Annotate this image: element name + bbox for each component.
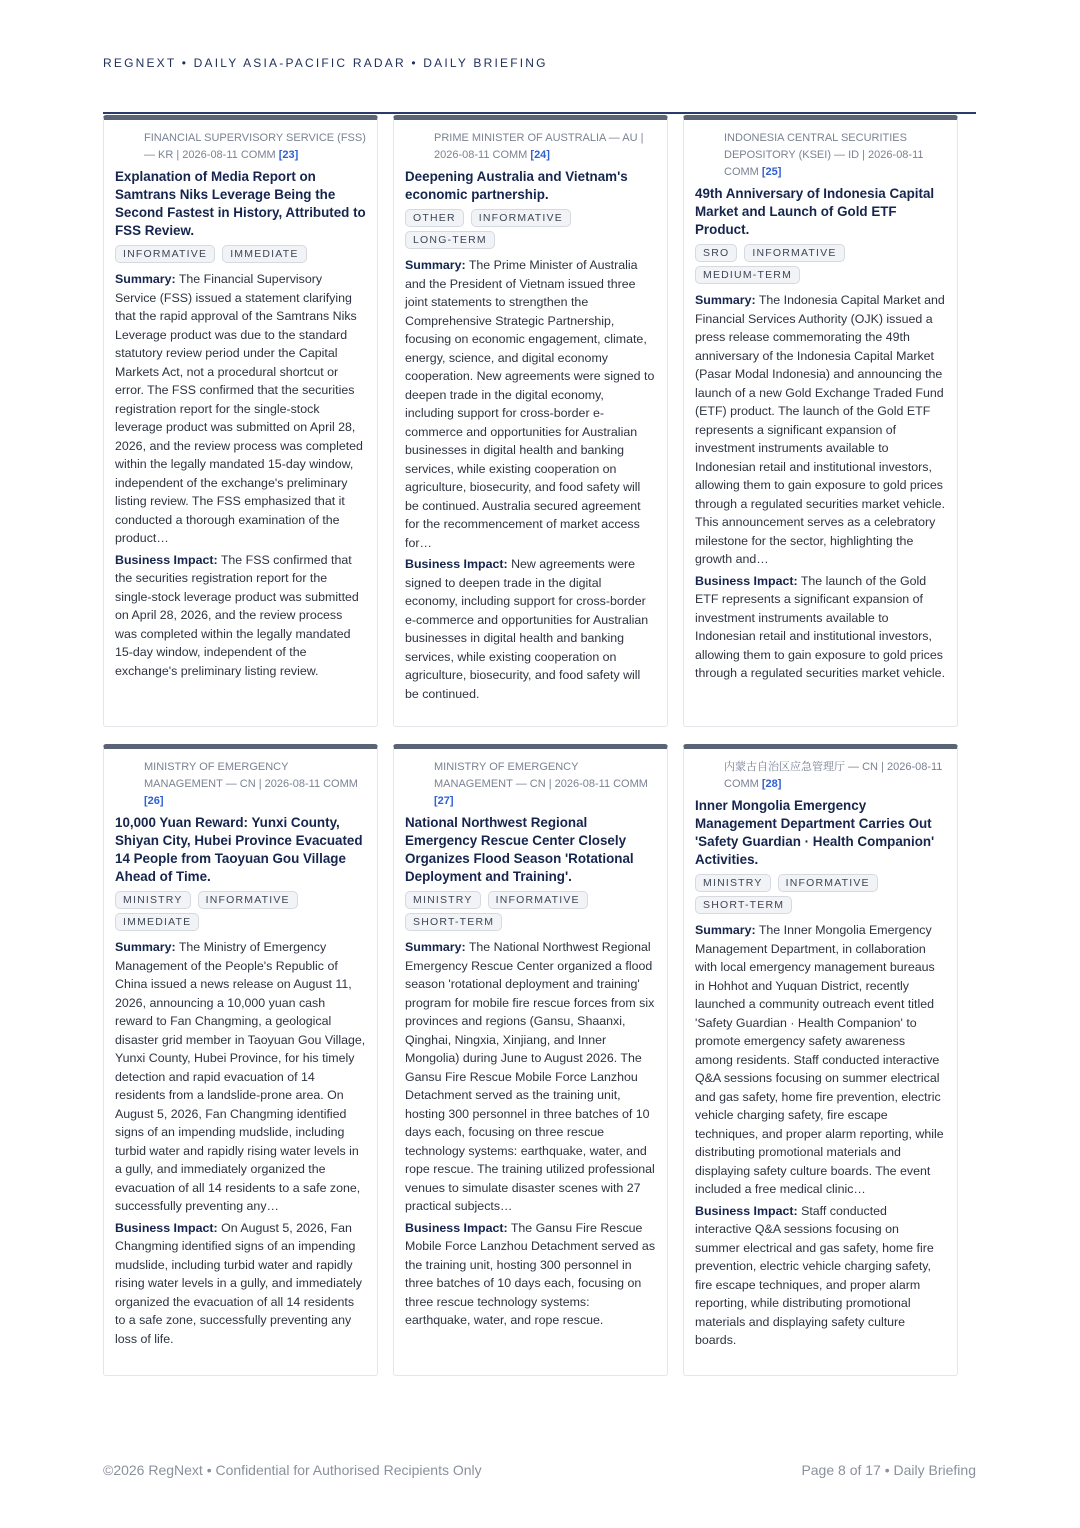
impact-text: On August 5, 2026, Fan Changming identified signs of an impending mudslide, including turbid water and rapidly rising water levels in a gully, and immediately organized the evacuation of all 14 residents to a safe zone, successfully preventing any loss of life.	[115, 1220, 363, 1346]
card-title: 49th Anniversary of Indonesia Capital Market and Launch of Gold ETF Product.	[695, 186, 935, 237]
impact-label: Business Impact:	[115, 552, 218, 567]
news-card	[103, 744, 378, 1376]
card-tags	[115, 891, 366, 931]
summary-text: The Inner Mongolia Emergency Management Department, in collaboration with local emergency management bureaus in Hohhot and Yuquan District, recently launched a community outreach event titled 'Safety Guardian · Health Companion' to promote emergency safety awareness among residents. Staff conducted interactive Q&A sessions focusing on summer electrical and gas safety, home fire prevention, electric vehicle charging safety, fire escape techniques, and proper alarm reporting, while distributing promotional materials and displaying safety culture boards. The event included a free medical clinic…	[695, 923, 944, 1196]
card-source: FINANCIAL SUPERVISORY SERVICE (FSS) — KR | 2026-08-11 COMM	[144, 132, 366, 161]
header-divider	[103, 112, 976, 114]
card-meta	[405, 759, 656, 810]
impact-label: Business Impact:	[695, 573, 798, 588]
summary-text: The National Northwest Regional Emergency Rescue Center organized a flood season 'rotational deployment and training' program for mobile fire rescue forces from six provinces and regions (Gansu, Shaanxi, Qinghai, Ningxia, Xinjiang, and Inner Mongolia) during June to August 2026. The Gansu Fire Rescue Mobile Force Lanzhou Detachment served as the training unit, hosting 300 personnel in three batches of 10 days each, focusing on three rescue technology systems: earthquake, water, and rope rescue. The training utilized professional venues to simulate disaster scenes with 27 practical subjects…	[405, 940, 655, 1213]
card-meta	[115, 759, 366, 810]
card-summary	[405, 938, 656, 1216]
card-summary	[115, 938, 366, 1216]
card-summary	[695, 291, 946, 569]
summary-text: The Indonesia Capital Market and Financial Services Authority (OJK) issued a press release commemorating the 49th anniversary of the Indonesia Capital Market (Pasar Modal Indonesia) and announcing the launch of a new Gold Exchange Traded Fund (ETF) product. The launch of the Gold ETF represents a significant expansion of investment instruments available to Indonesian retail and institutional investors, allowing them to gain exposure to gold prices through a regulated securities market vehicle. This announcement serves as a celebratory milestone for the sector, highlighting the growth and…	[695, 293, 946, 566]
impact-text: Staff conducted interactive Q&A sessions focusing on summer electrical and gas safety, home fire prevention, electric vehicle charging safety, fire escape techniques, and proper alarm reporting, while distributing promotional materials and displaying safety culture boards.	[695, 1203, 934, 1347]
card-reference[interactable]: [28]	[761, 778, 782, 790]
impact-label: Business Impact:	[115, 1220, 218, 1235]
card-reference[interactable]: [27]	[434, 795, 454, 807]
impact-text: The Gansu Fire Rescue Mobile Force Lanzhou Detachment served as the training unit, hosting 300 personnel in three batches of 10 days each, focusing on three rescue technology systems: earthquake, water, and rope rescue.	[405, 1220, 656, 1327]
tag-badge: SHORT-TERM	[405, 913, 502, 931]
tag-badge: IMMEDIATE	[222, 245, 306, 263]
tag-badge: MINISTRY	[695, 874, 771, 892]
card-summary	[695, 921, 946, 1199]
card-reference[interactable]: [23]	[278, 149, 299, 161]
card-meta	[695, 759, 946, 793]
card-source: PRIME MINISTER OF AUSTRALIA — AU | 2026-08-11 COMM	[434, 132, 644, 161]
impact-label: Business Impact:	[695, 1203, 798, 1218]
card-tags	[695, 244, 946, 284]
card-reference[interactable]: [25]	[761, 166, 782, 178]
card-impact	[115, 1219, 366, 1349]
tag-badge: MEDIUM-TERM	[695, 266, 800, 284]
summary-label: Summary:	[115, 272, 176, 286]
impact-label: Business Impact:	[405, 557, 508, 571]
footer-page-number: Page 8 of 17 • Daily Briefing	[801, 1462, 976, 1478]
card-title: Explanation of Media Report on Samtrans Niks Leverage Being the Second Fastest in History, Attributed to FSS Review.	[115, 169, 366, 238]
summary-label: Summary:	[695, 923, 756, 937]
card-title: 10,000 Yuan Reward: Yunxi County, Shiyan City, Hubei Province Evacuated 14 People from Taoyuan Gou Village Ahead of Time.	[115, 815, 363, 884]
summary-label: Summary:	[695, 293, 756, 307]
tag-badge: OTHER	[405, 209, 464, 227]
card-source: INDONESIA CENTRAL SECURITIES DEPOSITORY (KSEI) — ID | 2026-08-11 COMM	[724, 132, 924, 178]
card-meta	[695, 130, 946, 181]
card-tags	[405, 209, 656, 249]
tag-badge: INFORMATIVE	[471, 209, 571, 227]
summary-text: The Financial Supervisory Service (FSS) issued a statement clarifying that the rapid approval of the Samtrans Niks Leverage product was due to the standard statutory review period under the Capital Markets Act, not a procedural shortcut or error. The FSS confirmed that the securities registration report for the single-stock leverage product was submitted on April 28, 2026, and the review process was completed within the legally mandated 15-day window, independent of the exchange's preliminary listing review. The FSS emphasized that it conducted a thorough examination of the product…	[115, 272, 363, 545]
summary-label: Summary:	[405, 258, 466, 272]
card-source: MINISTRY OF EMERGENCY MANAGEMENT — CN | 2026-08-11 COMM	[144, 761, 358, 790]
tag-badge: LONG-TERM	[405, 231, 495, 249]
news-card	[103, 115, 378, 727]
card-tags	[115, 245, 366, 263]
tag-badge: INFORMATIVE	[488, 891, 588, 909]
impact-text: New agreements were signed to deepen trade in the digital economy, including support for cross-border e-commerce and opportunities for Australian businesses in digital health and banking services, while existing cooperation on agriculture, biosecurity, and food safety will be continued.	[405, 557, 649, 701]
card-impact	[405, 1219, 656, 1330]
card-tags	[405, 891, 656, 931]
summary-text: The Prime Minister of Australia and the President of Vietnam issued three joint statements to strengthen the Comprehensive Strategic Partnership, focusing on economic engagement, climate, energy, science, and digital economy cooperation. New agreements were signed to deepen trade in the digital economy, including support for cross-border e-commerce and opportunities for Australian businesses in digital health and banking services, while existing cooperation on agriculture, biosecurity, and food safety will be continued. Australia secured agreement for the recommencement of market access for…	[405, 258, 655, 550]
impact-text: The FSS confirmed that the securities registration report for the single-stock leverage product was submitted on April 28, 2026, and the review process was completed within the legally mandated 15-day window, independent of the exchange's preliminary listing review.	[115, 552, 359, 678]
tag-badge: INFORMATIVE	[744, 244, 844, 262]
tag-badge: INFORMATIVE	[115, 245, 215, 263]
card-impact	[695, 1202, 946, 1350]
tag-badge: MINISTRY	[115, 891, 191, 909]
tag-badge: SHORT-TERM	[695, 896, 792, 914]
tag-badge: IMMEDIATE	[115, 913, 199, 931]
card-title: National Northwest Regional Emergency Rescue Center Closely Organizes Flood Season 'Rotational Deployment and Training'.	[405, 815, 634, 884]
tag-badge: INFORMATIVE	[778, 874, 878, 892]
impact-label: Business Impact:	[405, 1220, 508, 1235]
card-meta	[115, 130, 366, 164]
card-reference[interactable]: [26]	[144, 795, 164, 807]
news-card	[683, 744, 958, 1376]
summary-label: Summary:	[115, 940, 176, 954]
card-tags	[695, 874, 946, 914]
card-source: 内蒙古自治区应急管理厅 — CN | 2026-08-11 COMM	[724, 761, 943, 790]
card-source: MINISTRY OF EMERGENCY MANAGEMENT — CN | 2026-08-11 COMM	[434, 761, 648, 790]
card-impact	[405, 555, 656, 703]
tag-badge: INFORMATIVE	[198, 891, 298, 909]
summary-label: Summary:	[405, 940, 466, 954]
news-card	[393, 115, 668, 727]
card-summary	[115, 270, 366, 548]
tag-badge: SRO	[695, 244, 737, 262]
card-reference[interactable]: [24]	[530, 149, 550, 161]
card-impact	[695, 572, 946, 683]
impact-text: The launch of the Gold ETF represents a significant expansion of investment instruments available to Indonesian retail and institutional investors, allowing them to gain exposure to gold prices through a regulated securities market vehicle.	[695, 573, 946, 680]
card-title: Deepening Australia and Vietnam's economic partnership.	[405, 169, 628, 202]
news-card	[683, 115, 958, 727]
news-card	[393, 744, 668, 1376]
card-meta	[405, 130, 656, 164]
card-summary	[405, 256, 656, 552]
summary-text: The Ministry of Emergency Management of the People's Republic of China issued a news release on August 11, 2026, announcing a 10,000 yuan cash reward to Fan Changming, a geological disaster grid member in Taoyuan Gou Village, Yunxi County, Hubei Province, for his timely detection and rapid evacuation of 14 residents from a landslide-prone area. On August 5, 2026, Fan Changming identified signs of an impending mudslide, including turbid water and rapidly rising water levels in a gully, and immediately organized the evacuation of all 14 residents to a safe zone, successfully preventing any…	[115, 940, 366, 1213]
footer-copyright: ©2026 RegNext • Confidential for Authorised Recipients Only	[103, 1462, 482, 1478]
tag-badge: MINISTRY	[405, 891, 481, 909]
card-impact	[115, 551, 366, 681]
cards-grid	[103, 115, 959, 1376]
briefing-header: REGNEXT • DAILY ASIA-PACIFIC RADAR • DAILY BRIEFING	[103, 56, 548, 70]
card-title: Inner Mongolia Emergency Management Department Carries Out 'Safety Guardian · Health Companion' Activities.	[695, 798, 935, 867]
